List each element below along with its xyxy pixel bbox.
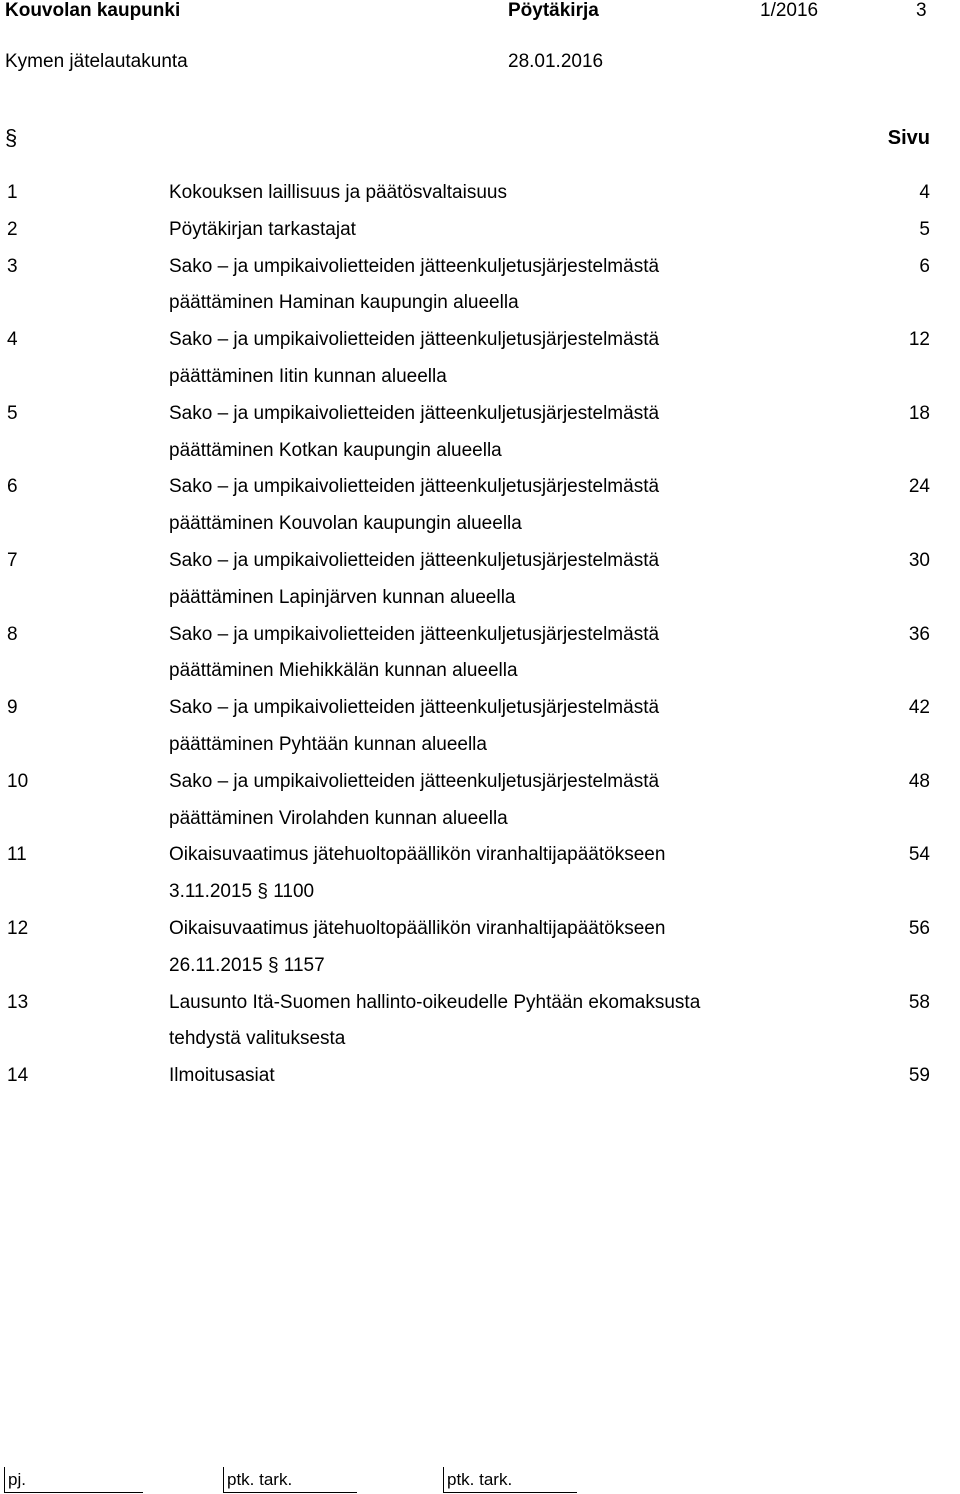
toc-item-title-line: Oikaisuvaatimus jätehuoltopäällikön viranhaltijapäätökseen <box>169 844 666 866</box>
toc-item-page: 54 <box>908 844 930 866</box>
toc-item-title-line: Sako – ja umpikaivolietteiden jätteenkuljetusjärjestelmästä <box>169 549 660 571</box>
toc-item-title-line: 3.11.2015 § 1100 <box>169 881 315 903</box>
toc-item-title <box>169 175 789 212</box>
toc-item-title-line: tehdystä valituksesta <box>169 1028 346 1050</box>
toc-row <box>0 469 930 543</box>
toc-row <box>0 212 930 249</box>
toc-item-title <box>169 690 789 764</box>
table-of-contents <box>0 175 930 1095</box>
toc-item-title <box>169 469 789 543</box>
toc-item-title-line: päättäminen Kouvolan kaupungin alueella <box>169 513 522 535</box>
toc-item-number: 1 <box>7 182 18 203</box>
header-date: 28.01.2016 <box>508 51 604 72</box>
toc-item-title-line: Sako – ja umpikaivolietteiden jätteenkuljetusjärjestelmästä <box>169 697 660 719</box>
toc-item-title-line: 26.11.2015 § 1157 <box>169 954 325 976</box>
toc-item-title <box>169 985 789 1059</box>
toc-item-number: 5 <box>7 402 18 424</box>
header-doc-number: 1/2016 <box>760 0 819 21</box>
toc-item-number: 10 <box>7 770 29 792</box>
toc-item-page: 56 <box>908 917 930 939</box>
toc-item-title-line: päättäminen Miehikkälän kunnan alueella <box>169 660 518 682</box>
toc-item-title-line: päättäminen Kotkan kaupungin alueella <box>169 439 502 461</box>
toc-item-title-line: päättäminen Haminan kaupungin alueella <box>169 292 519 314</box>
toc-item-title-line: Ilmoitusasiat <box>169 1065 275 1087</box>
toc-item-title-line: Kokouksen laillisuus ja päätösvaltaisuus <box>169 182 507 203</box>
signature-chair: pj. <box>4 1467 143 1493</box>
toc-item-title <box>169 837 789 911</box>
toc-item-title-line: päättäminen Virolahden kunnan alueella <box>169 807 508 829</box>
toc-row <box>0 764 930 838</box>
toc-row <box>0 617 930 691</box>
toc-row <box>0 396 930 470</box>
toc-item-number: 7 <box>7 549 18 571</box>
header-org: Kouvolan kaupunki <box>5 0 181 21</box>
toc-item-page: 30 <box>908 549 930 571</box>
toc-row <box>0 911 930 985</box>
toc-item-number: 4 <box>7 329 18 351</box>
toc-item-title <box>169 911 789 985</box>
toc-item-title-line: Pöytäkirjan tarkastajat <box>169 218 356 240</box>
toc-row <box>0 837 930 911</box>
toc-item-page: 24 <box>908 476 930 498</box>
toc-item-title <box>169 543 789 617</box>
toc-item-number: 14 <box>7 1065 29 1087</box>
toc-item-page: 5 <box>919 218 930 240</box>
toc-item-page: 48 <box>908 770 930 792</box>
toc-item-number: 8 <box>7 623 18 645</box>
toc-item-number: 2 <box>7 218 18 240</box>
toc-item-title-line: Sako – ja umpikaivolietteiden jätteenkuljetusjärjestelmästä <box>169 255 660 277</box>
toc-row <box>0 985 930 1059</box>
toc-item-number: 9 <box>7 697 18 719</box>
toc-item-title-line: Sako – ja umpikaivolietteiden jätteenkuljetusjärjestelmästä <box>169 329 660 351</box>
toc-row <box>0 322 930 396</box>
toc-item-title-line: Sako – ja umpikaivolietteiden jätteenkuljetusjärjestelmästä <box>169 623 660 645</box>
toc-item-page: 58 <box>908 991 930 1013</box>
toc-item-title-line: päättäminen Iitin kunnan alueella <box>169 365 447 387</box>
toc-item-title <box>169 212 789 249</box>
header-body: Kymen jätelautakunta <box>5 51 188 72</box>
toc-item-title-line: päättäminen Lapinjärven kunnan alueella <box>169 586 516 608</box>
header-page-number: 3 <box>916 0 927 21</box>
toc-row <box>0 543 930 617</box>
toc-item-title <box>169 322 789 396</box>
toc-row <box>0 249 930 323</box>
toc-item-title-line: päättäminen Pyhtään kunnan alueella <box>169 733 487 755</box>
toc-item-page: 42 <box>908 697 930 719</box>
toc-heading <box>0 126 930 150</box>
toc-row <box>0 690 930 764</box>
toc-item-page: 59 <box>908 1065 930 1087</box>
toc-item-page: 4 <box>919 182 930 203</box>
toc-item-title-line: Sako – ja umpikaivolietteiden jätteenkuljetusjärjestelmästä <box>169 402 660 424</box>
toc-item-title-line: Oikaisuvaatimus jätehuoltopäällikön viranhaltijapäätökseen <box>169 917 666 939</box>
header-doc-type: Pöytäkirja <box>508 0 599 21</box>
toc-item-title <box>169 1058 789 1095</box>
toc-item-page: 36 <box>908 623 930 645</box>
toc-item-number: 12 <box>7 917 29 939</box>
signature-checker-2: ptk. tark. <box>443 1467 577 1493</box>
signature-checker-1: ptk. tark. <box>223 1467 357 1493</box>
toc-item-number: 3 <box>7 255 18 277</box>
toc-item-title <box>169 764 789 838</box>
toc-item-number: 13 <box>7 991 29 1013</box>
toc-item-title-line: Sako – ja umpikaivolietteiden jätteenkuljetusjärjestelmästä <box>169 476 660 498</box>
toc-item-page: 12 <box>908 329 930 351</box>
signature-footer <box>0 1467 960 1494</box>
toc-item-title <box>169 249 789 323</box>
section-symbol: § <box>5 125 18 150</box>
toc-item-title <box>169 396 789 470</box>
toc-row <box>0 175 930 212</box>
toc-item-number: 6 <box>7 476 18 498</box>
toc-item-page: 6 <box>919 255 930 277</box>
page-column-label: Sivu <box>887 127 930 149</box>
toc-item-title-line: Sako – ja umpikaivolietteiden jätteenkuljetusjärjestelmästä <box>169 770 660 792</box>
toc-row <box>0 1058 930 1095</box>
toc-item-title <box>169 617 789 691</box>
toc-item-number: 11 <box>7 844 27 866</box>
toc-item-title-line: Lausunto Itä-Suomen hallinto-oikeudelle Pyhtään ekomaksusta <box>169 991 701 1013</box>
toc-item-page: 18 <box>908 402 930 424</box>
